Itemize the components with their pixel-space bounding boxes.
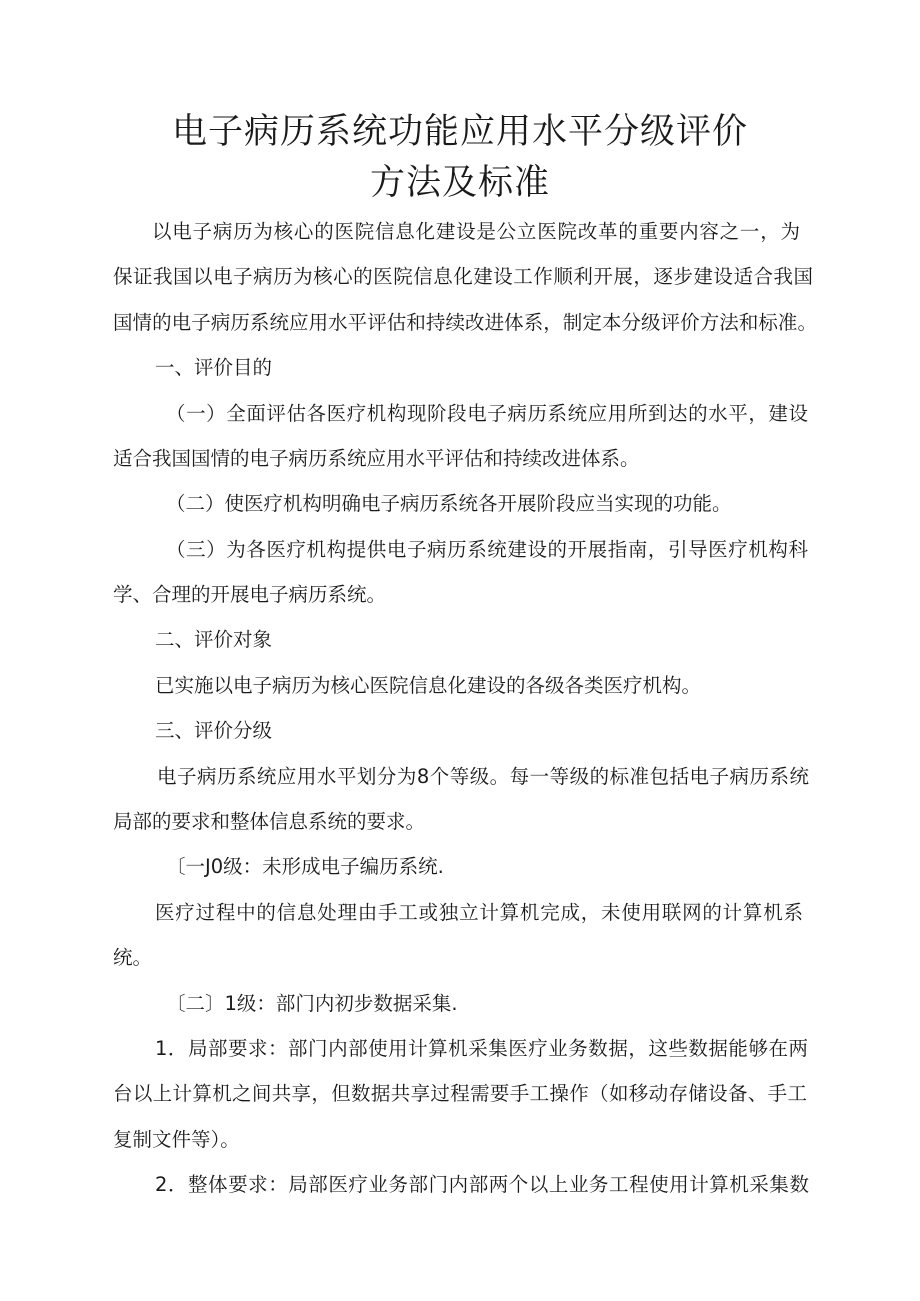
- paragraph-line: 局部的要求和整体信息系统的要求。: [113, 810, 426, 833]
- subsection-heading: 〔二〕1级：部门内初步数据采集.: [166, 992, 458, 1015]
- paragraph-line: 以电子病历为核心的医院信息化建设是公立医院改革的重要内容之一，为: [152, 220, 800, 243]
- paragraph-line: 复制文件等）。: [113, 1128, 240, 1151]
- paragraph-line: 适合我国国情的电子病历系统应用水平评估和持续改进体系。: [113, 447, 640, 470]
- subsection-heading: 〔一J0级：未形成电子编历系统.: [166, 855, 444, 878]
- section-heading: 三、评价分级: [155, 719, 273, 742]
- paragraph-line: 2．整体要求：局部医疗业务部门内部两个以上业务工程使用计算机采集数: [155, 1173, 809, 1196]
- document-title-line-2: 方法及标准: [369, 163, 550, 203]
- paragraph-line: 台以上计算机之间共享，但数据共享过程需要手工操作（如移动存储设备、手工: [113, 1082, 807, 1105]
- section-heading: 二、评价对象: [155, 628, 273, 651]
- paragraph-line: （三）为各医疗机构提供电子病历系统建设的开展指南，引导医疗机构科: [166, 538, 808, 561]
- paragraph-line: 已实施以电子病历为核心医院信息化建设的各级各类医疗机构。: [155, 674, 702, 697]
- paragraph-line: 学、合理的开展电子病历系统。: [113, 583, 387, 606]
- paragraph-line: （二）使医疗机构明确电子病历系统各开展阶段应当实现的功能。: [166, 492, 732, 515]
- section-heading: 一、评价目的: [155, 356, 273, 379]
- document-title-line-1: 电子病历系统功能应用水平分级评价: [171, 112, 748, 152]
- paragraph-line: 保证我国以电子病历为核心的医院信息化建设工作顺利开展，逐步建设适合我国: [113, 265, 813, 288]
- paragraph-line: 电子病历系统应用水平划分为8个等级。每一等级的标准包括电子病历系统: [157, 765, 809, 788]
- paragraph-line: 医疗过程中的信息处理由手工或独立计算机完成，未使用联网的计算机系: [155, 901, 803, 924]
- paragraph-line: （一）全面评估各医疗机构现阶段电子病历系统应用所到达的水平，建设: [166, 402, 808, 425]
- paragraph-line: 国情的电子病历系统应用水平评估和持续改进体系，制定本分级评价方法和标准。: [113, 311, 817, 334]
- paragraph-line: 统。: [113, 946, 153, 969]
- paragraph-line: 1．局部要求：部门内部使用计算机采集医疗业务数据，这些数据能够在两: [155, 1037, 808, 1060]
